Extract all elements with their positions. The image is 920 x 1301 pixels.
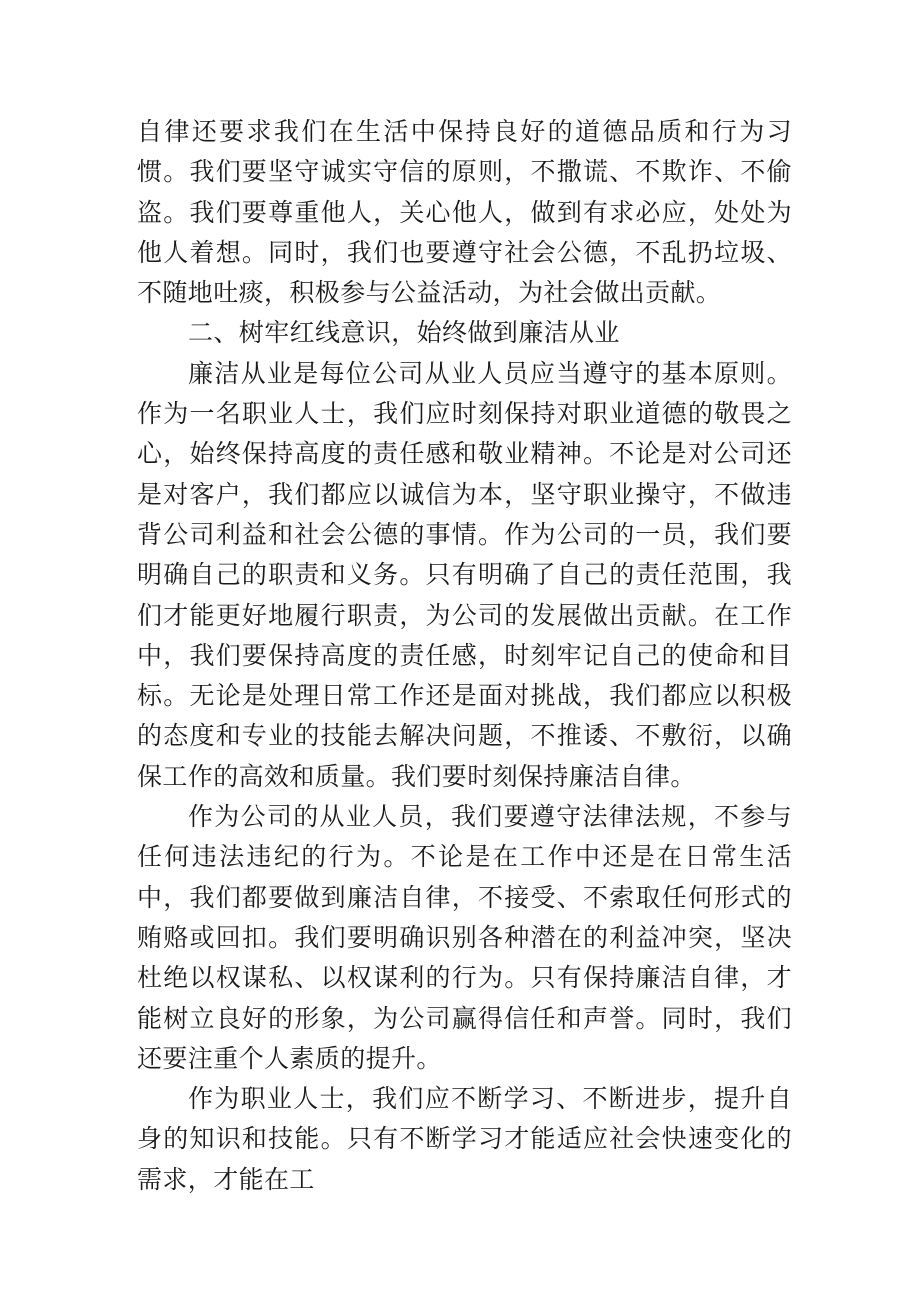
paragraph-law-compliance: 作为公司的从业人员，我们要遵守法律法规，不参与任何违法违纪的行为。不论是在工作中还是在日常生活中，我们都要做到廉洁自律，不接受、不索取任何形式的贿赂或回扣。我们要明确识别各种潜在的利益冲突，坚决杜绝以权谋私、以权谋利的行为。只有保持廉洁自律，才能树立良好的形象，为公司赢得信任和声誉。同时，我们还要注重个人素质的提升。 xyxy=(137,802,792,1073)
paragraph-integrity-practice: 廉洁从业是每位公司从业人员应当遵守的基本原则。作为一名职业人士，我们应时刻保持对职业道德的敬畏之心，始终保持高度的责任感和敬业精神。不论是对公司还是对客户，我们都应以诚信为本，坚守职业操守，不做违背公司利益和社会公德的事情。作为公司的一员，我们要明确自己的职责和义务。只有明确了自己的责任范围，我们才能更好地履行职责，为公司的发展做出贡献。在工作中，我们要保持高度的责任感，时刻牢记自己的使命和目标。无论是处理日常工作还是面对挑战，我们都应以积极的态度和专业的技能去解决问题，不推诿、不敷衍，以确保工作的高效和质量。我们要时刻保持廉洁自律。 xyxy=(137,358,792,791)
paragraph-continuous-learning: 作为职业人士，我们应不断学习、不断进步，提升自身的知识和技能。只有不断学习才能适应社会快速变化的需求，才能在工 xyxy=(137,1084,792,1194)
paragraph-self-discipline: 自律还要求我们在生活中保持良好的道德品质和行为习惯。我们要坚守诚实守信的原则，不撒谎、不欺诈、不偷盗。我们要尊重他人，关心他人，做到有求必应，处处为他人着想。同时，我们也要遵守社会公德，不乱扔垃圾、不随地吐痰，积极参与公益活动，为社会做出贡献。 xyxy=(137,117,792,308)
document-body xyxy=(137,112,792,1200)
section-heading-red-line: 二、树牢红线意识，始终做到廉洁从业 xyxy=(188,318,620,348)
